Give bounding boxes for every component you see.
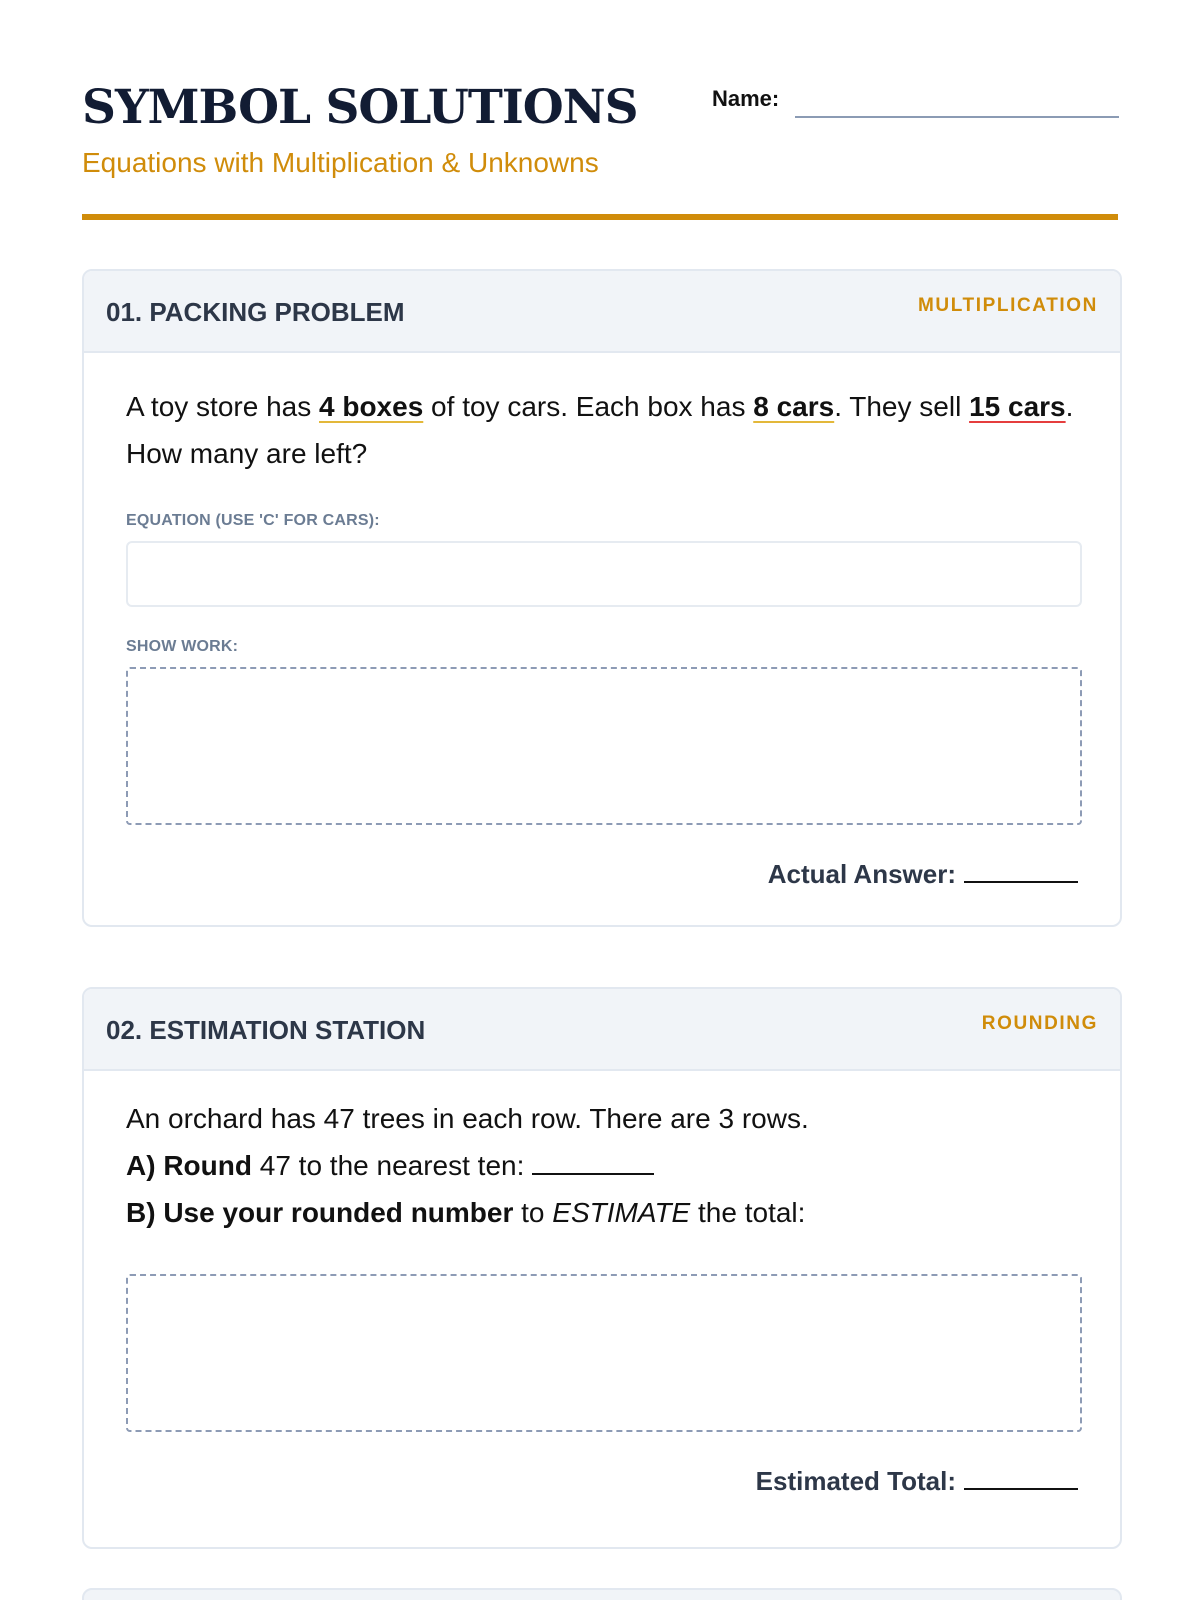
problem-card-body [84, 383, 1120, 887]
estimate-instruction: B) Use your rounded number [126, 1197, 514, 1228]
equation-input[interactable] [126, 541, 1082, 607]
name-input-line[interactable] [795, 116, 1119, 118]
rounded-number-blank[interactable] [532, 1173, 654, 1175]
problem-card-header [84, 989, 1120, 1071]
actual-answer-line [126, 861, 1078, 887]
problem-card-header [84, 271, 1120, 353]
estimate-text-end: the total: [690, 1197, 806, 1228]
problem-text-part: A toy store has [126, 391, 319, 422]
problem-text [126, 383, 1078, 477]
actual-answer-label: Actual Answer: [767, 859, 956, 889]
estimate-emphasis: ESTIMATE [552, 1197, 691, 1228]
worksheet-title: SYMBOL SOLUTIONS [82, 80, 638, 135]
next-problem-card-edge [82, 1588, 1122, 1600]
problem-text-part: . They sell [834, 391, 970, 422]
show-work-box[interactable] [126, 667, 1082, 825]
problem-line-1: An orchard has 47 trees in each row. There are 3 rows. [126, 1103, 809, 1134]
estimated-total-blank[interactable] [964, 1488, 1078, 1490]
estimated-total-line [126, 1468, 1078, 1494]
name-label: Name: [712, 86, 780, 111]
problem-card-body [84, 1095, 1120, 1494]
highlight-boxes: 4 boxes [319, 391, 424, 422]
equation-label: EQUATION (USE 'C' FOR CARS): [126, 512, 380, 529]
worksheet-subtitle: Equations with Multiplication & Unknowns [82, 147, 599, 178]
problem-tag: ROUNDING [981, 1013, 1098, 1034]
show-work-label: SHOW WORK: [126, 638, 239, 655]
problem-text-part: of toy cars. Each box has [423, 391, 754, 422]
estimate-text: to [513, 1197, 553, 1228]
actual-answer-blank[interactable] [964, 881, 1078, 883]
problem-title: 01. PACKING PROBLEM [106, 297, 405, 327]
round-instruction: A) Round [126, 1150, 252, 1181]
name-field-group [712, 88, 1119, 110]
problem-card-1 [82, 269, 1122, 927]
problem-tag: MULTIPLICATION [917, 295, 1098, 316]
estimated-total-label: Estimated Total: [755, 1466, 956, 1496]
highlight-cars-per-box: 8 cars [753, 391, 835, 422]
problem-card-2 [82, 987, 1122, 1549]
highlight-cars-sold: 15 cars [969, 391, 1066, 422]
problem-text-part: . How many are left? [126, 391, 1074, 469]
round-text: 47 to the nearest ten: [251, 1150, 525, 1181]
worksheet-header [82, 0, 1118, 222]
estimate-work-box[interactable] [126, 1274, 1082, 1432]
header-divider [82, 214, 1118, 220]
problem-line-3 [126, 1189, 1078, 1236]
problem-title: 02. ESTIMATION STATION [106, 1015, 426, 1045]
problem-line-2 [126, 1142, 1078, 1189]
